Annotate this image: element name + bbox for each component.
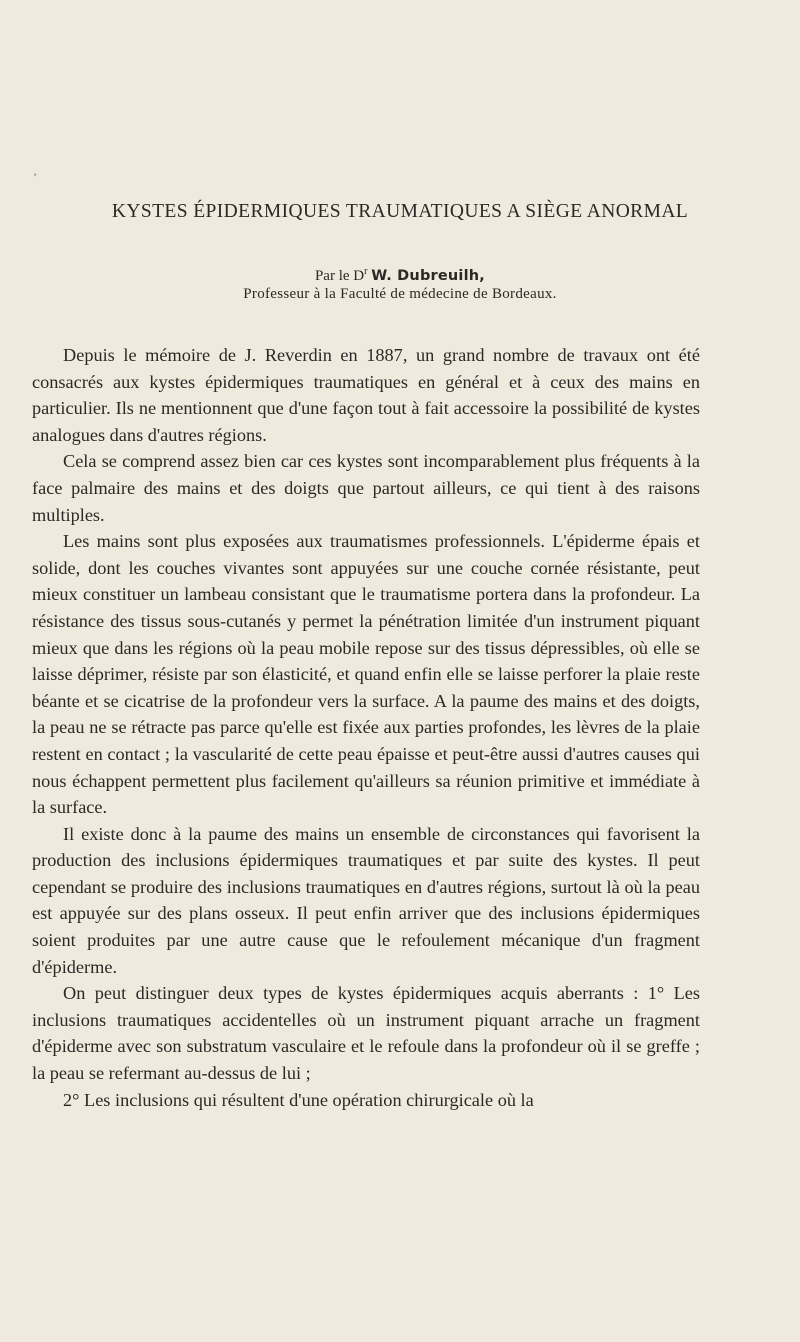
paragraph: Cela se comprend assez bien car ces kystes sont incomparablement plus fréquents à la face palmaire des mains et des doigts que partout ailleurs, ce qui tient à des raisons multiples. — [32, 451, 700, 525]
author-affiliation: Professeur à la Faculté de médecine de Bordeaux. — [243, 286, 557, 302]
author-name: W. Dubreuilh, — [371, 268, 486, 284]
byline-prefix: Par le D — [314, 268, 365, 284]
paragraph: Les mains sont plus exposées aux traumatismes professionnels. L'épiderme épais et solide, dont les couches vivantes sont appuyées sur une couche cornée résistante, peut mieux constituer un lambeau consistant que le traumatisme portera dans la profondeur. La résistance des tissus sous-cutanés y permet la pénétration limitée d'un instrument piquant mieux que dans les régions où la peau mobile repose sur des tissus dépressibles, où elle se laisse déprimer, résiste par son élasticité, et quand enfin elle se laisse perforer la plaie reste béante et se cicatrise de la profondeur vers la surface. A la paume des mains et des doigts, la peau ne se rétracte pas parce qu'elle est fixée aux parties profondes, les lèvres de la plaie restent en contact ; la vascularité de cette peau épaisse et peut-être aussi d'autres causes qui nous échappent permettent plus facilement qu'ailleurs sa réunion primitive et immédiate à la surface. — [32, 531, 700, 818]
byline — [0, 262, 800, 286]
paragraph: On peut distinguer deux types de kystes épidermiques acquis aberrants : 1° Les inclusions traumatiques accidentelles où un instrument piquant arrache un fragment d'épiderme avec son substratum vasculaire et le refoule dans la profondeur où il se greffe ; la peau se refermant au-dessus de lui ; — [32, 983, 700, 1084]
paragraph: 2° Les inclusions qui résultent d'une opération chirurgicale où la — [63, 1089, 534, 1110]
paragraph: Depuis le mémoire de J. Reverdin en 1887, un grand nombre de travaux ont été consacrés aux kystes épidermiques traumatiques en général et à ceux des mains en particulier. Ils ne mentionnent que d'une façon tout à fait accessoire la possibilité de kystes analogues dans d'autres régions. — [32, 345, 700, 445]
article-body — [32, 342, 700, 1113]
byline-superscript: r — [364, 266, 368, 277]
stray-print-mark: ' — [34, 170, 37, 184]
article-title: KYSTES ÉPIDERMIQUES TRAUMATIQUES A SIÈGE ANORMAL — [111, 201, 689, 222]
paragraph: Il existe donc à la paume des mains un ensemble de circonstances qui favorisent la production des inclusions épidermiques traumatiques et par suite des kystes. Il peut cependant se produire des inclusions traumatiques en d'autres régions, surtout là où la peau est appuyée sur des plans osseux. Il peut enfin arriver que des inclusions épidermiques soient produites par une autre cause que le refoulement mécanique d'un fragment d'épiderme. — [32, 823, 700, 977]
